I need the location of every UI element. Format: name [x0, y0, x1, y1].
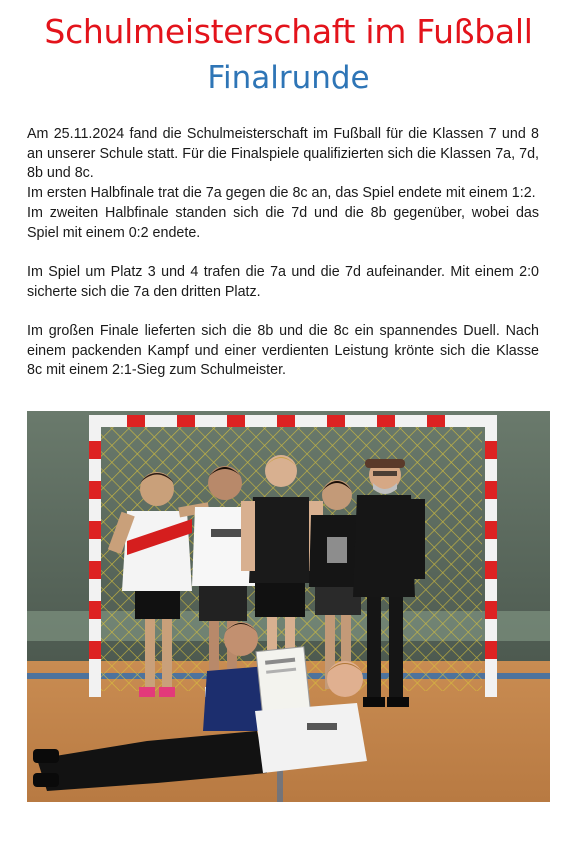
page-title: Schulmeisterschaft im Fußball [44, 12, 533, 51]
team-photo-illustration [27, 411, 550, 802]
page-subtitle: Finalrunde [207, 60, 370, 96]
paragraph-intro: Am 25.11.2024 fand die Schulmeisterschaft im Fußball für die Klassen 7 und 8 an unserer Schule statt. Für die Finalspiele qualifizierten sich die Klassen 7a, 7d, 8b und 8c. [27, 126, 539, 182]
paragraph-final: Im großen Finale lieferten sich die 8b und die 8c ein spannendes Duell. Nach einem packenden Kampf und einer verdienten Leistung krönte sich die Klasse 8c mit einem 2:1-Sieg zum Schulmeister. [27, 323, 539, 379]
article-body [27, 125, 539, 401]
paragraph-semifinal-2: Im zweiten Halbfinale standen sich die 7d und die 8b gegenüber, wobei das Spiel mit einem 0:2 endete. [27, 204, 539, 241]
paragraph-semifinal-1: Im ersten Halbfinale trat die 7a gegen die 8c an, das Spiel endete mit einem 1:2. [27, 185, 536, 202]
paragraph-third-place: Im Spiel um Platz 3 und 4 trafen die 7a und die 7d aufeinander. Mit einem 2:0 sicherte sich die 7a den dritten Platz. [27, 263, 539, 300]
paragraph-group-semifinals [27, 125, 539, 243]
certificate [256, 647, 310, 714]
team-photo [27, 411, 550, 802]
